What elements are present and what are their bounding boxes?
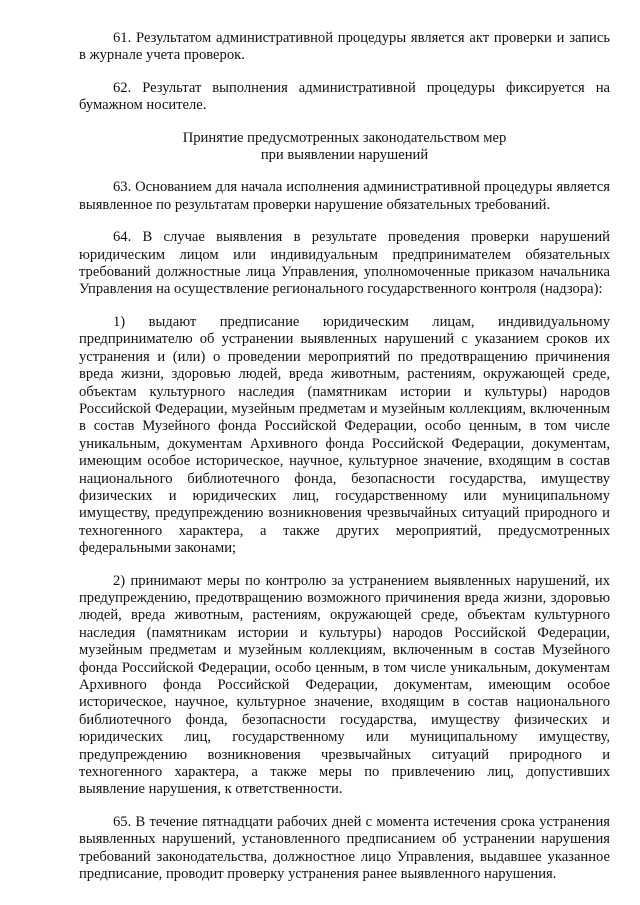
section-heading [79, 130, 610, 165]
section-heading-line-2: при выявлении нарушений [260, 147, 429, 164]
section-heading-line-1: Принятие предусмотренных законодательством мер [182, 129, 507, 146]
document-body [79, 30, 610, 883]
paragraph-61: 61. Результатом административной процедуры является акт проверки и запись в журнале учета проверок. [79, 30, 610, 64]
paragraph-64-item-1: 1) выдают предписание юридическим лицам, индивидуальному предпринимателю об устранении выявленных нарушений с указанием сроков их устранения и (или) о проведении мероприятий по предотвращению причинения вреда жизни, здоровью людей, вреда животным, растениям, окружающей среде, объектам культурного наследия (памятникам истории и культуры) народов Российской Федерации, музейным предметам и музейным коллекциям, включенным в состав Музейного фонда Российской Федерации, особо ценным, в том числе уникальным, документам Архивного фонда Российской Федерации, документам, имеющим особое историческое, научное, культурное значение, входящим в состав национального библиотечного фонда, безопасности государства, имуществу физических и юридических лиц, государственному или муниципальному имуществу, предупреждению возникновения чрезвычайных ситуаций природного и техногенного характера, а также других мероприятий, предусмотренных федеральными законами; [79, 313, 610, 557]
paragraph-64-item-2: 2) принимают меры по контролю за устранением выявленных нарушений, их предупреждению, предотвращению возможного причинения вреда жизни, здоровью людей, вреда животным, растениям, окружающей среде, объектам культурного наследия (памятникам истории и культуры) народов Российской Федерации, музейным предметам и музейным коллекциям, включенным в состав Музейного фонда Российской Федерации, особо ценным, в том числе уникальным, документам Архивного фонда Российской Федерации, документам, имеющим особое историческое, научное, культурное значение, входящим в состав национального библиотечного фонда, безопасности государства, имуществу физических и юридических лиц, государственному или муниципальному имуществу, предупреждению возникновения чрезвычайных ситуаций природного и техногенного характера, а также меры по привлечению лиц, допустивших выявление нарушения, к ответственности. [79, 572, 610, 798]
paragraph-63: 63. Основанием для начала исполнения административной процедуры является выявленное по результатам проверки нарушение обязательных требований. [79, 179, 610, 213]
paragraph-65: 65. В течение пятнадцати рабочих дней с момента истечения срока устранения выявленных нарушений, установленного предписанием об устранении нарушения требований законодательства, должностное лицо Управления, выдавшее указанное предписание, проводит проверку устранения ранее выявленного нарушения. [79, 813, 610, 883]
paragraph-64: 64. В случае выявления в результате проведения проверки нарушений юридическим лицом или индивидуальным предпринимателем обязательных требований должностные лица Управления, уполномоченные приказом начальника Управления на осуществление регионального государственного контроля (надзора): [79, 229, 610, 298]
paragraph-62: 62. Результат выполнения административной процедуры фиксируется на бумажном носителе. [79, 79, 610, 114]
